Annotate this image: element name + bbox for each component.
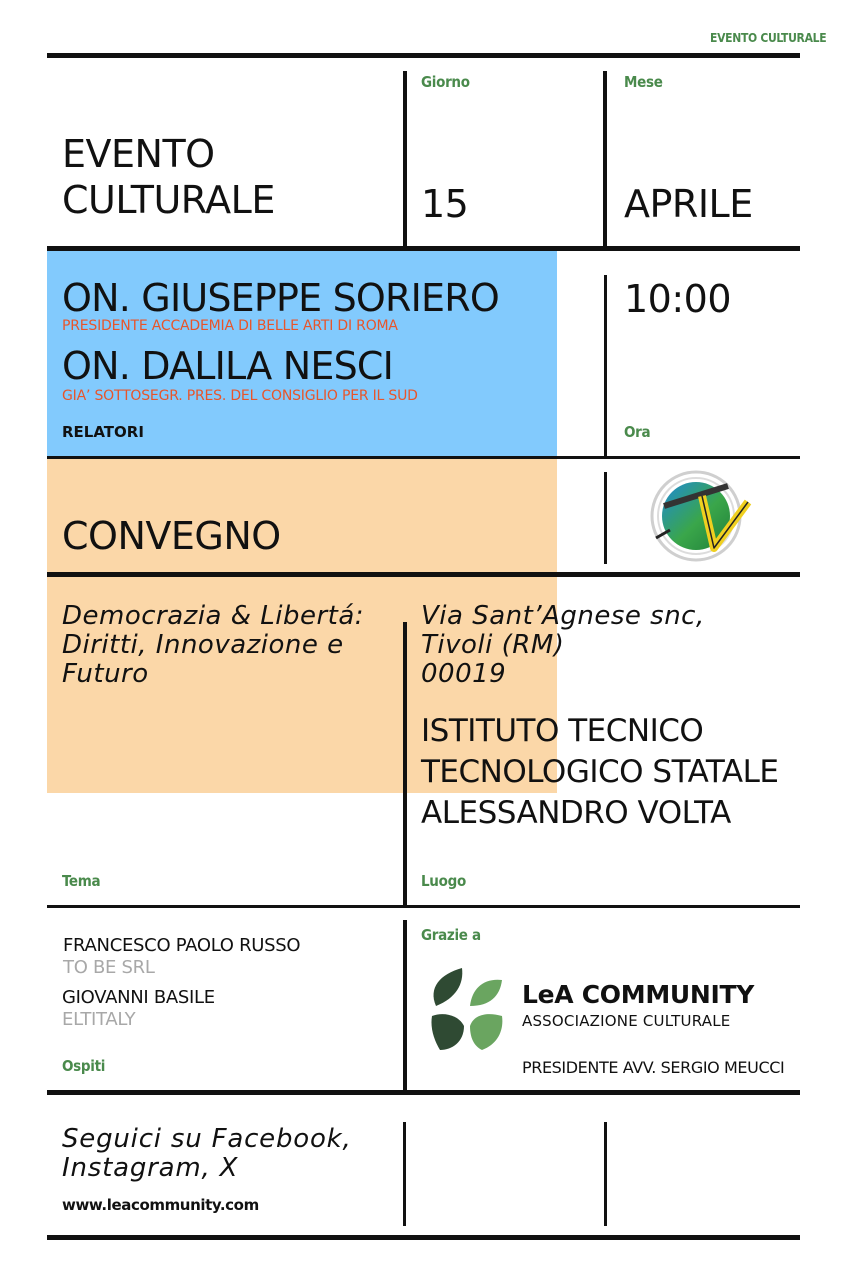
divider-month xyxy=(603,71,607,246)
org-subtitle: ASSOCIAZIONE CULTURALE xyxy=(522,1012,731,1030)
day-label: Giorno xyxy=(421,73,470,91)
event-title-line1: EVENTO xyxy=(62,132,215,176)
social-text xyxy=(62,1125,352,1183)
guest-1-company: TO BE SRL xyxy=(63,957,155,978)
rule-after-convegno xyxy=(47,572,800,577)
address-line-1: Via Sant’Agnese snc, xyxy=(421,601,705,631)
guest-2-name: GIOVANNI BASILE xyxy=(62,987,215,1008)
website-link[interactable]: www.leacommunity.com xyxy=(62,1196,259,1214)
guest-2-company: ELTITALY xyxy=(62,1009,136,1030)
org-name: LeA COMMUNITY xyxy=(522,980,755,1009)
address-line-3: 00019 xyxy=(421,659,507,689)
event-type: CONVEGNO xyxy=(62,514,281,558)
speaker-1-name: ON. GIUSEPPE SORIERO xyxy=(62,276,499,320)
org-president: PRESIDENTE AVV. SERGIO MEUCCI xyxy=(522,1058,785,1077)
divider-time xyxy=(604,275,607,456)
event-title xyxy=(62,131,275,223)
location-name-line-2: TECNOLOGICO STATALE xyxy=(421,754,779,790)
location-address xyxy=(421,602,705,689)
day-value: 15 xyxy=(421,182,469,226)
rule-after-speakers xyxy=(47,456,800,459)
thanks-label: Grazie a xyxy=(421,926,481,944)
theme-label: Tema xyxy=(62,872,101,890)
divider-footer-2 xyxy=(604,1122,607,1226)
divider-location xyxy=(403,622,407,905)
divider-day xyxy=(403,71,407,246)
rule-bottom xyxy=(47,1235,800,1240)
rule-after-theme xyxy=(47,905,800,908)
theme-text xyxy=(62,602,364,689)
month-value: APRILE xyxy=(624,182,753,226)
rule-after-guests xyxy=(47,1090,800,1095)
location-name-line-1: ISTITUTO TECNICO xyxy=(421,713,704,749)
social-line-1: Seguici su Facebook, xyxy=(62,1124,352,1154)
speaker-2-name: ON. DALILA NESCI xyxy=(62,344,394,388)
school-emblem-icon xyxy=(644,466,756,564)
rule-after-header xyxy=(47,246,800,251)
location-name-line-3: ALESSANDRO VOLTA xyxy=(421,795,731,831)
location-name xyxy=(421,711,779,834)
time-label: Ora xyxy=(624,423,651,441)
divider-footer-1 xyxy=(403,1122,406,1226)
guests-label: Ospiti xyxy=(62,1057,106,1075)
theme-line-1: Democrazia & Libertá: xyxy=(62,601,365,631)
theme-line-3: Futuro xyxy=(62,659,149,689)
divider-thanks xyxy=(403,920,407,1090)
address-line-2: Tivoli (RM) xyxy=(421,630,565,660)
guest-1-name: FRANCESCO PAOLO RUSSO xyxy=(63,935,301,956)
location-label: Luogo xyxy=(421,872,466,890)
divider-logo xyxy=(604,472,607,564)
speakers-label: RELATORI xyxy=(62,423,144,441)
social-line-2: Instagram, X xyxy=(62,1153,239,1183)
theme-line-2: Diritti, Innovazione e xyxy=(62,630,344,660)
rule-top xyxy=(47,53,800,58)
speaker-1-role: PRESIDENTE ACCADEMIA DI BELLE ARTI DI ROMA xyxy=(62,318,398,334)
month-label: Mese xyxy=(624,73,663,91)
top-tag: EVENTO CULTURALE xyxy=(710,31,827,45)
lea-leaf-logo-icon xyxy=(426,966,506,1052)
time-value: 10:00 xyxy=(624,277,732,321)
event-title-line2: CULTURALE xyxy=(62,178,275,222)
speaker-2-role: GIA’ SOTTOSEGR. PRES. DEL CONSIGLIO PER IL SUD xyxy=(62,388,418,404)
